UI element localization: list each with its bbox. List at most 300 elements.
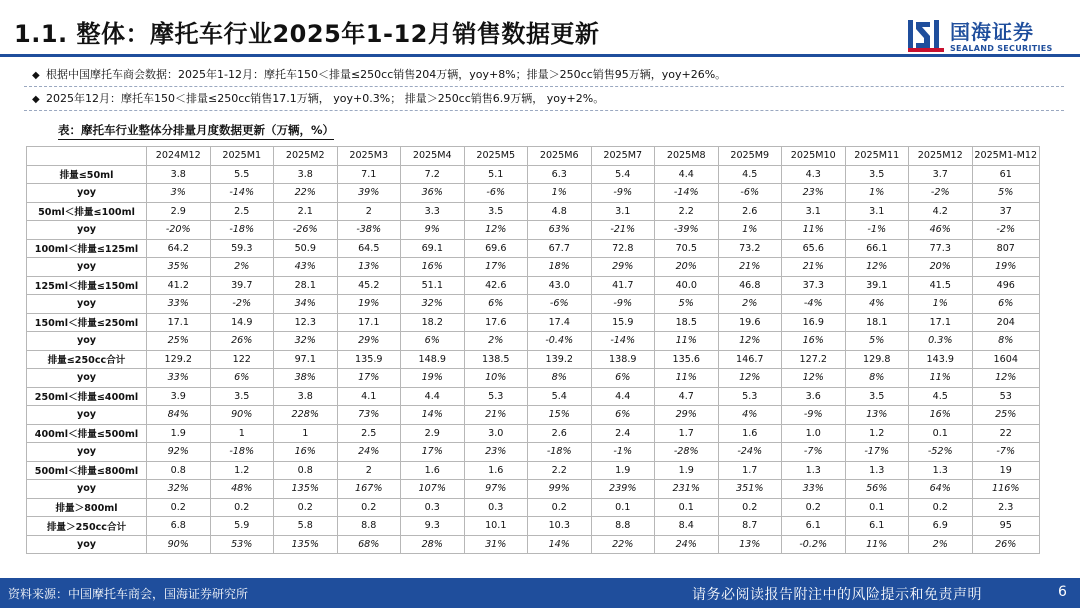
- yoy-cell: 28%: [401, 535, 465, 554]
- yoy-cell: -24%: [718, 443, 782, 462]
- value-cell: 3.1: [845, 202, 909, 221]
- row-label: yoy: [27, 406, 147, 425]
- value-cell: 0.2: [782, 498, 846, 517]
- value-cell: 3.5: [845, 387, 909, 406]
- value-cell: 67.7: [528, 239, 592, 258]
- yoy-cell: 21%: [782, 258, 846, 277]
- value-cell: 66.1: [845, 239, 909, 258]
- yoy-cell: 19%: [401, 369, 465, 388]
- yoy-cell: 14%: [528, 535, 592, 554]
- yoy-cell: 4%: [845, 295, 909, 314]
- yoy-cell: 6%: [591, 369, 655, 388]
- yoy-cell: 32%: [147, 480, 211, 499]
- yoy-cell: 11%: [782, 221, 846, 240]
- yoy-cell: -0.2%: [782, 535, 846, 554]
- yoy-cell: 1%: [909, 295, 973, 314]
- value-cell: 1.0: [782, 424, 846, 443]
- yoy-cell: 18%: [528, 258, 592, 277]
- table-row: [27, 443, 1040, 462]
- row-label: 排量＞800ml: [27, 498, 147, 517]
- yoy-cell: 33%: [147, 295, 211, 314]
- value-cell: 4.5: [909, 387, 973, 406]
- yoy-cell: 1%: [528, 184, 592, 203]
- yoy-cell: -6%: [528, 295, 592, 314]
- table-row: [27, 424, 1040, 443]
- yoy-cell: 1%: [845, 184, 909, 203]
- yoy-cell: 135%: [274, 535, 338, 554]
- column-header: 2025M8: [655, 147, 719, 166]
- yoy-cell: 21%: [718, 258, 782, 277]
- value-cell: 39.7: [210, 276, 274, 295]
- table-row: [27, 313, 1040, 332]
- yoy-cell: -20%: [147, 221, 211, 240]
- yoy-cell: 24%: [337, 443, 401, 462]
- yoy-cell: 39%: [337, 184, 401, 203]
- row-label: yoy: [27, 332, 147, 351]
- yoy-cell: 73%: [337, 406, 401, 425]
- value-cell: 6.1: [782, 517, 846, 536]
- yoy-cell: 107%: [401, 480, 465, 499]
- yoy-cell: 63%: [528, 221, 592, 240]
- yoy-cell: 1%: [718, 221, 782, 240]
- value-cell: 8.8: [591, 517, 655, 536]
- yoy-cell: 5%: [655, 295, 719, 314]
- value-cell: 1.9: [147, 424, 211, 443]
- yoy-cell: 24%: [655, 535, 719, 554]
- value-cell: 6.3: [528, 165, 592, 184]
- yoy-cell: 6%: [401, 332, 465, 351]
- value-cell: 3.5: [845, 165, 909, 184]
- footer-bar: [0, 578, 1080, 608]
- page-number: 6: [1058, 584, 1067, 600]
- value-cell: 37: [972, 202, 1040, 221]
- table-row: [27, 258, 1040, 277]
- yoy-cell: 13%: [845, 406, 909, 425]
- value-cell: 18.1: [845, 313, 909, 332]
- value-cell: 5.4: [591, 165, 655, 184]
- value-cell: 5.3: [718, 387, 782, 406]
- value-cell: 1.9: [655, 461, 719, 480]
- bullet-item: [24, 87, 1064, 111]
- yoy-cell: 46%: [909, 221, 973, 240]
- yoy-cell: 23%: [782, 184, 846, 203]
- value-cell: 5.3: [464, 387, 528, 406]
- value-cell: 7.2: [401, 165, 465, 184]
- value-cell: 69.1: [401, 239, 465, 258]
- value-cell: 496: [972, 276, 1040, 295]
- column-header: 2025M3: [337, 147, 401, 166]
- value-cell: 19: [972, 461, 1040, 480]
- value-cell: 5.4: [528, 387, 592, 406]
- row-label: 排量≤250cc合计: [27, 350, 147, 369]
- yoy-cell: -14%: [591, 332, 655, 351]
- value-cell: 41.2: [147, 276, 211, 295]
- value-cell: 53: [972, 387, 1040, 406]
- yoy-cell: 6%: [591, 406, 655, 425]
- yoy-cell: 6%: [972, 295, 1040, 314]
- table-row: [27, 295, 1040, 314]
- yoy-cell: 5%: [845, 332, 909, 351]
- value-cell: 64.5: [337, 239, 401, 258]
- yoy-cell: 228%: [274, 406, 338, 425]
- row-label: 125ml＜排量≤150ml: [27, 276, 147, 295]
- yoy-cell: 12%: [718, 369, 782, 388]
- yoy-cell: -9%: [782, 406, 846, 425]
- row-label: yoy: [27, 480, 147, 499]
- yoy-cell: 20%: [909, 258, 973, 277]
- yoy-cell: 33%: [147, 369, 211, 388]
- yoy-cell: 29%: [591, 258, 655, 277]
- yoy-cell: 84%: [147, 406, 211, 425]
- table-row: [27, 498, 1040, 517]
- value-cell: 73.2: [718, 239, 782, 258]
- table-body: [27, 165, 1040, 554]
- value-cell: 17.6: [464, 313, 528, 332]
- value-cell: 1.6: [464, 461, 528, 480]
- yoy-cell: 6%: [210, 369, 274, 388]
- value-cell: 50.9: [274, 239, 338, 258]
- value-cell: 0.2: [274, 498, 338, 517]
- column-header: 2025M7: [591, 147, 655, 166]
- table-row: [27, 406, 1040, 425]
- bullet-text: 根据中国摩托车商会数据：2025年1-12月：摩托车150＜排量≤250cc销售204万辆，yoy+8%；排量＞250cc销售95万辆，yoy+26%。: [46, 68, 727, 81]
- row-label: 250ml＜排量≤400ml: [27, 387, 147, 406]
- value-cell: 1.7: [655, 424, 719, 443]
- value-cell: 6.8: [147, 517, 211, 536]
- table-row: [27, 276, 1040, 295]
- column-header: 2025M1-M12: [972, 147, 1040, 166]
- table-title: 表：摩托车行业整体分排量月度数据更新（万辆，%）: [58, 122, 334, 140]
- yoy-cell: 13%: [337, 258, 401, 277]
- column-header: 2025M1: [210, 147, 274, 166]
- yoy-cell: 32%: [274, 332, 338, 351]
- yoy-cell: 19%: [337, 295, 401, 314]
- title-divider: [0, 54, 1080, 57]
- diamond-bullet-icon: ◆: [32, 94, 40, 105]
- yoy-cell: 29%: [337, 332, 401, 351]
- value-cell: 3.5: [210, 387, 274, 406]
- value-cell: 42.6: [464, 276, 528, 295]
- value-cell: 5.9: [210, 517, 274, 536]
- yoy-cell: -2%: [210, 295, 274, 314]
- column-header: 2025M5: [464, 147, 528, 166]
- yoy-cell: 25%: [972, 406, 1040, 425]
- row-label: 400ml＜排量≤500ml: [27, 424, 147, 443]
- yoy-cell: -14%: [655, 184, 719, 203]
- value-cell: 4.5: [718, 165, 782, 184]
- column-header: 2025M4: [401, 147, 465, 166]
- value-cell: 17.1: [337, 313, 401, 332]
- value-cell: 5.1: [464, 165, 528, 184]
- yoy-cell: 0.3%: [909, 332, 973, 351]
- value-cell: 4.4: [655, 165, 719, 184]
- value-cell: 10.1: [464, 517, 528, 536]
- value-cell: 41.5: [909, 276, 973, 295]
- yoy-cell: 167%: [337, 480, 401, 499]
- yoy-cell: -26%: [274, 221, 338, 240]
- row-label: 50ml＜排量≤100ml: [27, 202, 147, 221]
- row-label: yoy: [27, 443, 147, 462]
- value-cell: 8.8: [337, 517, 401, 536]
- disclaimer-text: 请务必阅读报告附注中的风险提示和免责声明: [692, 587, 982, 603]
- table-row: [27, 184, 1040, 203]
- value-cell: 0.8: [147, 461, 211, 480]
- value-cell: 2.6: [718, 202, 782, 221]
- table-row: [27, 239, 1040, 258]
- value-cell: 17.1: [147, 313, 211, 332]
- value-cell: 6.1: [845, 517, 909, 536]
- value-cell: 43.0: [528, 276, 592, 295]
- yoy-cell: -0.4%: [528, 332, 592, 351]
- value-cell: 0.2: [147, 498, 211, 517]
- yoy-cell: -14%: [210, 184, 274, 203]
- value-cell: 46.8: [718, 276, 782, 295]
- value-cell: 19.6: [718, 313, 782, 332]
- yoy-cell: -2%: [909, 184, 973, 203]
- value-cell: 0.3: [464, 498, 528, 517]
- table-row: [27, 165, 1040, 184]
- value-cell: 1.7: [718, 461, 782, 480]
- value-cell: 77.3: [909, 239, 973, 258]
- value-cell: 3.8: [274, 387, 338, 406]
- yoy-cell: 135%: [274, 480, 338, 499]
- yoy-cell: 116%: [972, 480, 1040, 499]
- yoy-cell: 351%: [718, 480, 782, 499]
- yoy-cell: 2%: [464, 332, 528, 351]
- value-cell: 127.2: [782, 350, 846, 369]
- yoy-cell: 33%: [782, 480, 846, 499]
- value-cell: 148.9: [401, 350, 465, 369]
- yoy-cell: 68%: [337, 535, 401, 554]
- value-cell: 1: [274, 424, 338, 443]
- value-cell: 15.9: [591, 313, 655, 332]
- yoy-cell: 11%: [909, 369, 973, 388]
- yoy-cell: 17%: [337, 369, 401, 388]
- yoy-cell: 19%: [972, 258, 1040, 277]
- table-row: [27, 517, 1040, 536]
- value-cell: 2.2: [655, 202, 719, 221]
- bullet-item: [24, 63, 1064, 87]
- table-row: [27, 480, 1040, 499]
- yoy-cell: 3%: [147, 184, 211, 203]
- yoy-cell: 8%: [845, 369, 909, 388]
- table-row: [27, 535, 1040, 554]
- value-cell: 37.3: [782, 276, 846, 295]
- value-cell: 28.1: [274, 276, 338, 295]
- value-cell: 8.4: [655, 517, 719, 536]
- yoy-cell: 90%: [210, 406, 274, 425]
- yoy-cell: 34%: [274, 295, 338, 314]
- value-cell: 4.7: [655, 387, 719, 406]
- value-cell: 2.3: [972, 498, 1040, 517]
- value-cell: 3.7: [909, 165, 973, 184]
- value-cell: 2.6: [528, 424, 592, 443]
- column-header: 2025M2: [274, 147, 338, 166]
- yoy-cell: 16%: [909, 406, 973, 425]
- yoy-cell: 56%: [845, 480, 909, 499]
- value-cell: 0.8: [274, 461, 338, 480]
- yoy-cell: 90%: [147, 535, 211, 554]
- value-cell: 1: [210, 424, 274, 443]
- value-cell: 64.2: [147, 239, 211, 258]
- value-cell: 4.1: [337, 387, 401, 406]
- value-cell: 39.1: [845, 276, 909, 295]
- yoy-cell: 8%: [528, 369, 592, 388]
- yoy-cell: 23%: [464, 443, 528, 462]
- value-cell: 139.2: [528, 350, 592, 369]
- company-logo: [906, 14, 1066, 58]
- value-cell: 69.6: [464, 239, 528, 258]
- yoy-cell: 12%: [845, 258, 909, 277]
- value-cell: 51.1: [401, 276, 465, 295]
- value-cell: 2: [337, 461, 401, 480]
- yoy-cell: 26%: [210, 332, 274, 351]
- yoy-cell: -28%: [655, 443, 719, 462]
- yoy-cell: -39%: [655, 221, 719, 240]
- value-cell: 18.5: [655, 313, 719, 332]
- yoy-cell: 239%: [591, 480, 655, 499]
- yoy-cell: 16%: [274, 443, 338, 462]
- value-cell: 2.4: [591, 424, 655, 443]
- yoy-cell: 25%: [147, 332, 211, 351]
- value-cell: 0.1: [845, 498, 909, 517]
- value-cell: 3.5: [464, 202, 528, 221]
- yoy-cell: 92%: [147, 443, 211, 462]
- yoy-cell: 32%: [401, 295, 465, 314]
- value-cell: 41.7: [591, 276, 655, 295]
- table-row: [27, 350, 1040, 369]
- yoy-cell: 4%: [718, 406, 782, 425]
- value-cell: 0.2: [210, 498, 274, 517]
- value-cell: 2.9: [401, 424, 465, 443]
- value-cell: 0.2: [909, 498, 973, 517]
- yoy-cell: 31%: [464, 535, 528, 554]
- value-cell: 2.5: [337, 424, 401, 443]
- yoy-cell: -6%: [464, 184, 528, 203]
- yoy-cell: -18%: [210, 221, 274, 240]
- table-header-row: [27, 147, 1040, 166]
- yoy-cell: 15%: [528, 406, 592, 425]
- value-cell: 129.2: [147, 350, 211, 369]
- yoy-cell: 99%: [528, 480, 592, 499]
- yoy-cell: 16%: [401, 258, 465, 277]
- yoy-cell: -4%: [782, 295, 846, 314]
- yoy-cell: -2%: [972, 221, 1040, 240]
- yoy-cell: 16%: [782, 332, 846, 351]
- yoy-cell: 17%: [464, 258, 528, 277]
- value-cell: 135.6: [655, 350, 719, 369]
- row-label: 150ml＜排量≤250ml: [27, 313, 147, 332]
- yoy-cell: 48%: [210, 480, 274, 499]
- yoy-cell: 17%: [401, 443, 465, 462]
- yoy-cell: 29%: [655, 406, 719, 425]
- yoy-cell: 12%: [972, 369, 1040, 388]
- value-cell: 1.3: [909, 461, 973, 480]
- value-cell: 3.1: [782, 202, 846, 221]
- value-cell: 17.4: [528, 313, 592, 332]
- value-cell: 2: [337, 202, 401, 221]
- yoy-cell: 22%: [591, 535, 655, 554]
- value-cell: 70.5: [655, 239, 719, 258]
- yoy-cell: 10%: [464, 369, 528, 388]
- value-cell: 1.9: [591, 461, 655, 480]
- column-header: 2025M6: [528, 147, 592, 166]
- yoy-cell: 11%: [655, 369, 719, 388]
- column-header: 2025M9: [718, 147, 782, 166]
- yoy-cell: -17%: [845, 443, 909, 462]
- yoy-cell: 11%: [655, 332, 719, 351]
- value-cell: 2.2: [528, 461, 592, 480]
- value-cell: 4.8: [528, 202, 592, 221]
- yoy-cell: -21%: [591, 221, 655, 240]
- value-cell: 97.1: [274, 350, 338, 369]
- value-cell: 5.8: [274, 517, 338, 536]
- value-cell: 135.9: [337, 350, 401, 369]
- value-cell: 3.1: [591, 202, 655, 221]
- value-cell: 2.1: [274, 202, 338, 221]
- row-label: 100ml＜排量≤125ml: [27, 239, 147, 258]
- yoy-cell: 13%: [718, 535, 782, 554]
- value-cell: 204: [972, 313, 1040, 332]
- value-cell: 3.3: [401, 202, 465, 221]
- header-corner-cell: [27, 147, 147, 166]
- yoy-cell: -7%: [782, 443, 846, 462]
- yoy-cell: 97%: [464, 480, 528, 499]
- value-cell: 3.0: [464, 424, 528, 443]
- row-label: yoy: [27, 258, 147, 277]
- yoy-cell: 12%: [782, 369, 846, 388]
- value-cell: 45.2: [337, 276, 401, 295]
- bullet-text: 2025年12月：摩托车150＜排量≤250cc销售17.1万辆， yoy+0.3%； 排量＞250cc销售6.9万辆， yoy+2%。: [46, 92, 605, 105]
- row-label: yoy: [27, 184, 147, 203]
- value-cell: 5.5: [210, 165, 274, 184]
- yoy-cell: -7%: [972, 443, 1040, 462]
- value-cell: 3.8: [147, 165, 211, 184]
- yoy-cell: 231%: [655, 480, 719, 499]
- yoy-cell: -38%: [337, 221, 401, 240]
- yoy-cell: 26%: [972, 535, 1040, 554]
- value-cell: 72.8: [591, 239, 655, 258]
- yoy-cell: 14%: [401, 406, 465, 425]
- value-cell: 3.8: [274, 165, 338, 184]
- page-title: 1.1. 整体：摩托车行业2025年1-12月销售数据更新: [14, 20, 600, 48]
- yoy-cell: -1%: [591, 443, 655, 462]
- value-cell: 138.5: [464, 350, 528, 369]
- value-cell: 146.7: [718, 350, 782, 369]
- yoy-cell: 35%: [147, 258, 211, 277]
- column-header: 2025M12: [909, 147, 973, 166]
- row-label: yoy: [27, 369, 147, 388]
- sales-data-table: [26, 146, 1040, 554]
- yoy-cell: -9%: [591, 295, 655, 314]
- yoy-cell: 38%: [274, 369, 338, 388]
- value-cell: 2.9: [147, 202, 211, 221]
- value-cell: 59.3: [210, 239, 274, 258]
- yoy-cell: 53%: [210, 535, 274, 554]
- sealand-logo-icon: [906, 14, 946, 54]
- diamond-bullet-icon: ◆: [32, 70, 40, 81]
- table-row: [27, 202, 1040, 221]
- logo-text-en: SEALAND SECURITIES: [950, 44, 1053, 53]
- yoy-cell: 8%: [972, 332, 1040, 351]
- value-cell: 22: [972, 424, 1040, 443]
- value-cell: 1.6: [718, 424, 782, 443]
- row-label: yoy: [27, 221, 147, 240]
- value-cell: 16.9: [782, 313, 846, 332]
- value-cell: 12.3: [274, 313, 338, 332]
- value-cell: 61: [972, 165, 1040, 184]
- table-row: [27, 461, 1040, 480]
